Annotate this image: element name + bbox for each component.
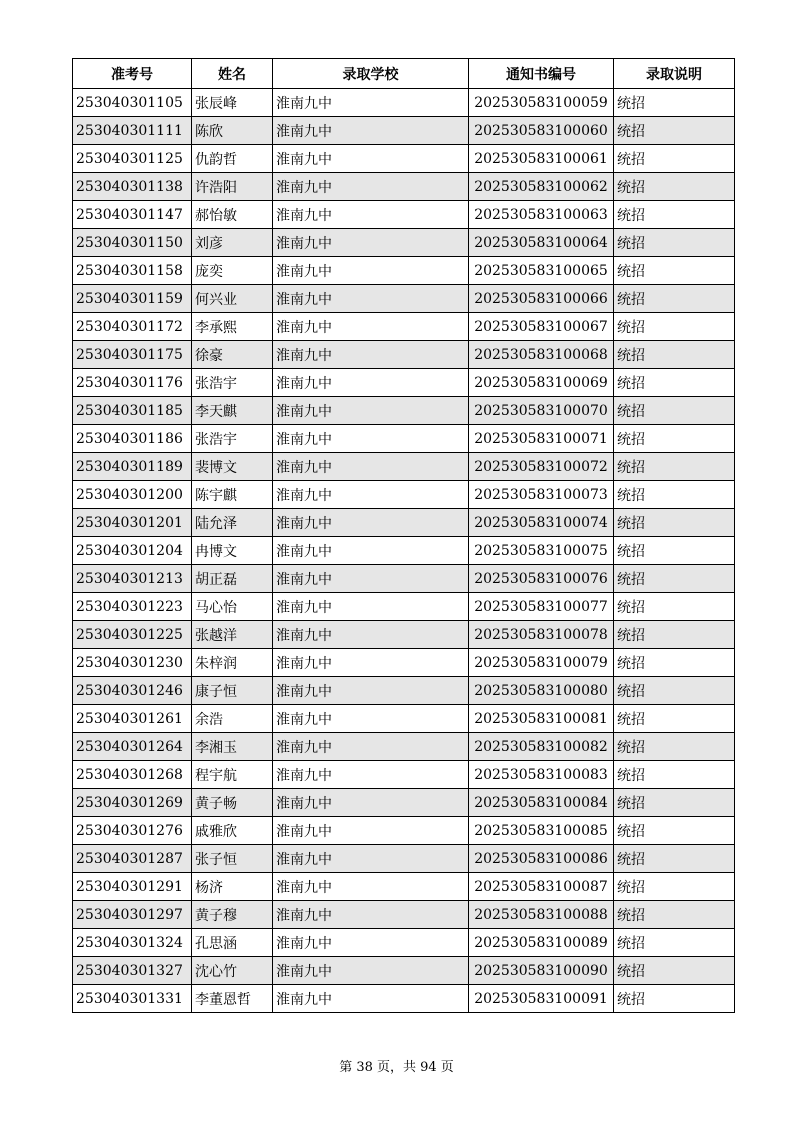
cell-school: 淮南九中 <box>273 761 469 789</box>
table-row <box>73 313 735 341</box>
cell-exam-no: 253040301204 <box>73 537 192 565</box>
cell-note: 统招 <box>614 873 735 901</box>
cell-notice-no: 202530583100079 <box>469 649 614 677</box>
cell-school: 淮南九中 <box>273 929 469 957</box>
table-row <box>73 593 735 621</box>
cell-school: 淮南九中 <box>273 229 469 257</box>
table-row <box>73 509 735 537</box>
cell-notice-no: 202530583100090 <box>469 957 614 985</box>
cell-school: 淮南九中 <box>273 845 469 873</box>
cell-school: 淮南九中 <box>273 341 469 369</box>
cell-name: 沈心竹 <box>192 957 273 985</box>
cell-exam-no: 253040301261 <box>73 705 192 733</box>
table-row <box>73 341 735 369</box>
header-row <box>73 59 735 89</box>
cell-note: 统招 <box>614 145 735 173</box>
cell-school: 淮南九中 <box>273 901 469 929</box>
cell-name: 程宇航 <box>192 761 273 789</box>
table-row <box>73 397 735 425</box>
cell-note: 统招 <box>614 733 735 761</box>
table-row <box>73 761 735 789</box>
cell-school: 淮南九中 <box>273 173 469 201</box>
cell-name: 杨济 <box>192 873 273 901</box>
cell-exam-no: 253040301331 <box>73 985 192 1013</box>
cell-name: 何兴业 <box>192 285 273 313</box>
cell-school: 淮南九中 <box>273 957 469 985</box>
table-row <box>73 117 735 145</box>
cell-exam-no: 253040301172 <box>73 313 192 341</box>
table-row <box>73 649 735 677</box>
cell-notice-no: 202530583100066 <box>469 285 614 313</box>
cell-note: 统招 <box>614 901 735 929</box>
cell-note: 统招 <box>614 425 735 453</box>
cell-name: 徐豪 <box>192 341 273 369</box>
cell-notice-no: 202530583100087 <box>469 873 614 901</box>
cell-note: 统招 <box>614 201 735 229</box>
cell-exam-no: 253040301176 <box>73 369 192 397</box>
cell-school: 淮南九中 <box>273 397 469 425</box>
table-row <box>73 229 735 257</box>
cell-name: 戚雅欣 <box>192 817 273 845</box>
cell-exam-no: 253040301200 <box>73 481 192 509</box>
cell-school: 淮南九中 <box>273 705 469 733</box>
cell-note: 统招 <box>614 593 735 621</box>
cell-name: 李董恩哲 <box>192 985 273 1013</box>
cell-exam-no: 253040301269 <box>73 789 192 817</box>
table-row <box>73 901 735 929</box>
cell-note: 统招 <box>614 481 735 509</box>
table-row <box>73 537 735 565</box>
table-row <box>73 369 735 397</box>
cell-notice-no: 202530583100085 <box>469 817 614 845</box>
cell-note: 统招 <box>614 257 735 285</box>
table-row <box>73 145 735 173</box>
cell-exam-no: 253040301327 <box>73 957 192 985</box>
cell-school: 淮南九中 <box>273 789 469 817</box>
cell-notice-no: 202530583100084 <box>469 789 614 817</box>
cell-exam-no: 253040301287 <box>73 845 192 873</box>
cell-notice-no: 202530583100059 <box>469 89 614 117</box>
table-row <box>73 285 735 313</box>
cell-name: 孔思涵 <box>192 929 273 957</box>
table-row <box>73 425 735 453</box>
cell-note: 统招 <box>614 369 735 397</box>
table-row <box>73 621 735 649</box>
cell-note: 统招 <box>614 621 735 649</box>
table-row <box>73 705 735 733</box>
cell-name: 张辰峰 <box>192 89 273 117</box>
cell-notice-no: 202530583100089 <box>469 929 614 957</box>
table-row <box>73 789 735 817</box>
cell-name: 马心怡 <box>192 593 273 621</box>
cell-notice-no: 202530583100065 <box>469 257 614 285</box>
cell-name: 陈宇麒 <box>192 481 273 509</box>
cell-school: 淮南九中 <box>273 285 469 313</box>
cell-exam-no: 253040301147 <box>73 201 192 229</box>
cell-notice-no: 202530583100069 <box>469 369 614 397</box>
cell-notice-no: 202530583100081 <box>469 705 614 733</box>
cell-school: 淮南九中 <box>273 985 469 1013</box>
cell-notice-no: 202530583100072 <box>469 453 614 481</box>
cell-name: 张子恒 <box>192 845 273 873</box>
cell-note: 统招 <box>614 285 735 313</box>
cell-notice-no: 202530583100086 <box>469 845 614 873</box>
cell-note: 统招 <box>614 761 735 789</box>
cell-note: 统招 <box>614 397 735 425</box>
cell-name: 陆允泽 <box>192 509 273 537</box>
cell-note: 统招 <box>614 929 735 957</box>
cell-school: 淮南九中 <box>273 313 469 341</box>
cell-note: 统招 <box>614 845 735 873</box>
cell-name: 李天麒 <box>192 397 273 425</box>
header-school: 录取学校 <box>273 59 469 89</box>
cell-school: 淮南九中 <box>273 565 469 593</box>
cell-notice-no: 202530583100091 <box>469 985 614 1013</box>
cell-name: 余浩 <box>192 705 273 733</box>
cell-name: 胡正磊 <box>192 565 273 593</box>
cell-exam-no: 253040301111 <box>73 117 192 145</box>
cell-notice-no: 202530583100073 <box>469 481 614 509</box>
cell-note: 统招 <box>614 565 735 593</box>
cell-school: 淮南九中 <box>273 733 469 761</box>
cell-notice-no: 202530583100076 <box>469 565 614 593</box>
cell-notice-no: 202530583100077 <box>469 593 614 621</box>
cell-exam-no: 253040301264 <box>73 733 192 761</box>
cell-name: 康子恒 <box>192 677 273 705</box>
table-row <box>73 201 735 229</box>
cell-school: 淮南九中 <box>273 425 469 453</box>
cell-note: 统招 <box>614 341 735 369</box>
cell-school: 淮南九中 <box>273 481 469 509</box>
cell-note: 统招 <box>614 537 735 565</box>
cell-name: 郝怡敏 <box>192 201 273 229</box>
admission-list <box>72 58 734 1013</box>
table-row <box>73 929 735 957</box>
cell-name: 李承熙 <box>192 313 273 341</box>
table-row <box>73 873 735 901</box>
cell-exam-no: 253040301223 <box>73 593 192 621</box>
cell-notice-no: 202530583100080 <box>469 677 614 705</box>
cell-notice-no: 202530583100088 <box>469 901 614 929</box>
table-row <box>73 453 735 481</box>
cell-notice-no: 202530583100063 <box>469 201 614 229</box>
cell-exam-no: 253040301230 <box>73 649 192 677</box>
cell-exam-no: 253040301125 <box>73 145 192 173</box>
cell-exam-no: 253040301225 <box>73 621 192 649</box>
header-exam-no: 准考号 <box>73 59 192 89</box>
cell-note: 统招 <box>614 957 735 985</box>
cell-notice-no: 202530583100082 <box>469 733 614 761</box>
cell-exam-no: 253040301246 <box>73 677 192 705</box>
cell-school: 淮南九中 <box>273 369 469 397</box>
table-row <box>73 845 735 873</box>
cell-exam-no: 253040301201 <box>73 509 192 537</box>
cell-exam-no: 253040301159 <box>73 285 192 313</box>
cell-note: 统招 <box>614 649 735 677</box>
cell-name: 庞奕 <box>192 257 273 285</box>
cell-school: 淮南九中 <box>273 257 469 285</box>
cell-notice-no: 202530583100067 <box>469 313 614 341</box>
cell-exam-no: 253040301175 <box>73 341 192 369</box>
cell-school: 淮南九中 <box>273 677 469 705</box>
cell-exam-no: 253040301105 <box>73 89 192 117</box>
cell-school: 淮南九中 <box>273 509 469 537</box>
cell-notice-no: 202530583100083 <box>469 761 614 789</box>
cell-name: 黄子穆 <box>192 901 273 929</box>
cell-note: 统招 <box>614 117 735 145</box>
cell-notice-no: 202530583100061 <box>469 145 614 173</box>
cell-exam-no: 253040301185 <box>73 397 192 425</box>
cell-exam-no: 253040301276 <box>73 817 192 845</box>
cell-exam-no: 253040301268 <box>73 761 192 789</box>
cell-school: 淮南九中 <box>273 537 469 565</box>
cell-notice-no: 202530583100070 <box>469 397 614 425</box>
cell-note: 统招 <box>614 677 735 705</box>
cell-note: 统招 <box>614 789 735 817</box>
cell-note: 统招 <box>614 985 735 1013</box>
cell-note: 统招 <box>614 229 735 257</box>
cell-name: 张浩宇 <box>192 425 273 453</box>
table-row <box>73 481 735 509</box>
cell-name: 刘彦 <box>192 229 273 257</box>
cell-school: 淮南九中 <box>273 89 469 117</box>
cell-notice-no: 202530583100075 <box>469 537 614 565</box>
cell-exam-no: 253040301158 <box>73 257 192 285</box>
cell-note: 统招 <box>614 509 735 537</box>
cell-name: 陈欣 <box>192 117 273 145</box>
table-row <box>73 173 735 201</box>
cell-exam-no: 253040301150 <box>73 229 192 257</box>
cell-note: 统招 <box>614 705 735 733</box>
table-row <box>73 257 735 285</box>
cell-exam-no: 253040301186 <box>73 425 192 453</box>
header-note: 录取说明 <box>614 59 735 89</box>
cell-name: 冉博文 <box>192 537 273 565</box>
header-name: 姓名 <box>192 59 273 89</box>
cell-exam-no: 253040301189 <box>73 453 192 481</box>
cell-name: 许浩阳 <box>192 173 273 201</box>
cell-note: 统招 <box>614 817 735 845</box>
table-row <box>73 985 735 1013</box>
header-notice-no: 通知书编号 <box>469 59 614 89</box>
cell-exam-no: 253040301324 <box>73 929 192 957</box>
cell-note: 统招 <box>614 89 735 117</box>
cell-exam-no: 253040301213 <box>73 565 192 593</box>
table-row <box>73 565 735 593</box>
cell-note: 统招 <box>614 453 735 481</box>
cell-notice-no: 202530583100068 <box>469 341 614 369</box>
cell-school: 淮南九中 <box>273 117 469 145</box>
cell-exam-no: 253040301138 <box>73 173 192 201</box>
cell-school: 淮南九中 <box>273 145 469 173</box>
cell-exam-no: 253040301291 <box>73 873 192 901</box>
cell-notice-no: 202530583100078 <box>469 621 614 649</box>
cell-school: 淮南九中 <box>273 649 469 677</box>
cell-note: 统招 <box>614 313 735 341</box>
page-footer: 第 38 页，共 94 页 <box>339 1060 454 1075</box>
cell-name: 张越洋 <box>192 621 273 649</box>
cell-notice-no: 202530583100071 <box>469 425 614 453</box>
cell-notice-no: 202530583100062 <box>469 173 614 201</box>
cell-name: 黄子畅 <box>192 789 273 817</box>
cell-school: 淮南九中 <box>273 873 469 901</box>
table-row <box>73 733 735 761</box>
cell-name: 李湘玉 <box>192 733 273 761</box>
table-row <box>73 89 735 117</box>
table-row <box>73 677 735 705</box>
cell-school: 淮南九中 <box>273 201 469 229</box>
cell-name: 裴博文 <box>192 453 273 481</box>
cell-notice-no: 202530583100064 <box>469 229 614 257</box>
cell-school: 淮南九中 <box>273 817 469 845</box>
cell-name: 张浩宇 <box>192 369 273 397</box>
admission-table <box>72 58 735 1013</box>
table-row <box>73 957 735 985</box>
cell-name: 朱梓润 <box>192 649 273 677</box>
cell-notice-no: 202530583100074 <box>469 509 614 537</box>
cell-notice-no: 202530583100060 <box>469 117 614 145</box>
cell-school: 淮南九中 <box>273 593 469 621</box>
cell-school: 淮南九中 <box>273 453 469 481</box>
cell-name: 仇韵哲 <box>192 145 273 173</box>
cell-school: 淮南九中 <box>273 621 469 649</box>
table-body <box>73 89 735 1013</box>
cell-exam-no: 253040301297 <box>73 901 192 929</box>
cell-note: 统招 <box>614 173 735 201</box>
table-row <box>73 817 735 845</box>
